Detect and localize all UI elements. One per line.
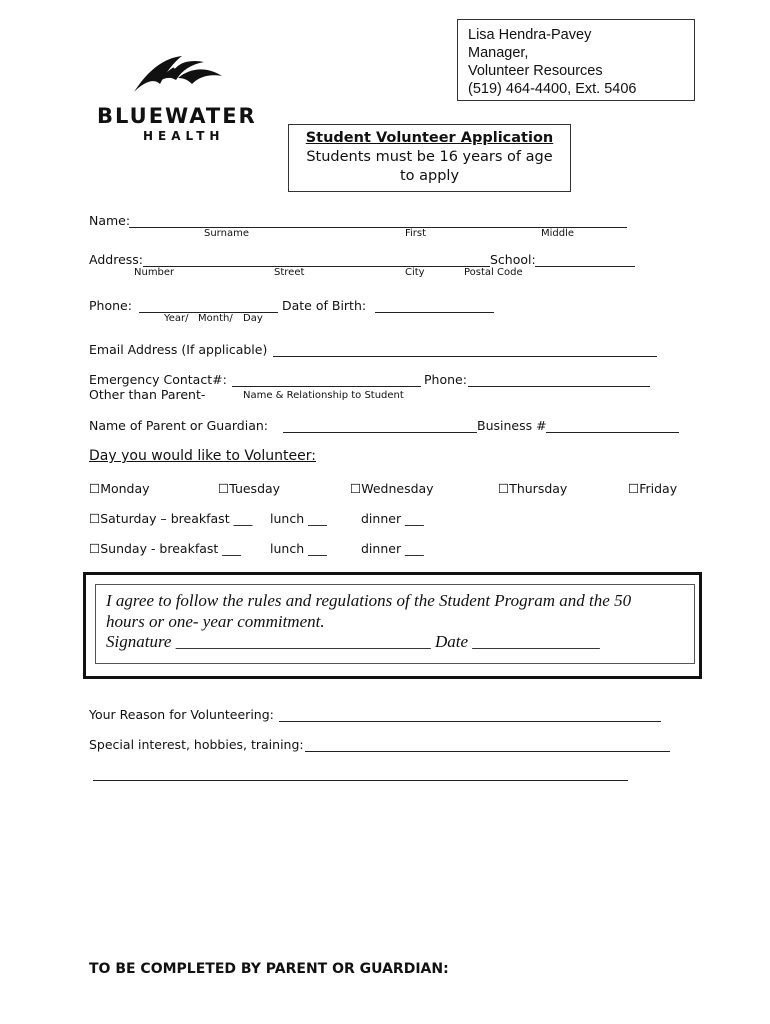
agreement-line2: hours or one- year commitment. (106, 611, 325, 631)
sunday-lunch[interactable]: lunch ___ (270, 541, 327, 556)
business-label: Business # (477, 418, 547, 433)
interest-input-line[interactable] (305, 737, 670, 752)
name-first-hint: First (405, 228, 427, 239)
contact-name: Lisa Hendra-Pavey (468, 27, 592, 43)
phone-label: Phone: (89, 298, 132, 313)
contact-department: Volunteer Resources (468, 63, 603, 79)
agreement-box (95, 584, 695, 664)
emergency-contact-label: Emergency Contact#: (89, 372, 227, 387)
bluewater-logo-icon (130, 52, 226, 96)
address-input-line[interactable] (143, 252, 490, 267)
dob-month-hint: Month/ (198, 313, 233, 324)
parent-guardian-label: Name of Parent or Guardian: (89, 418, 269, 433)
parent-guardian-input-line[interactable] (283, 418, 477, 433)
contact-box (457, 19, 695, 101)
dob-day-hint: Day (243, 313, 263, 324)
address-city-hint: City (405, 267, 425, 278)
friday-checkbox[interactable]: ☐Friday (628, 481, 678, 496)
contact-title: Manager, (468, 45, 529, 61)
address-label: Address: (89, 252, 143, 267)
dob-label: Date of Birth: (282, 298, 367, 313)
email-input-line[interactable] (273, 342, 657, 357)
thursday-checkbox[interactable]: ☐Thursday (498, 481, 568, 496)
dob-input-line[interactable] (375, 298, 494, 313)
emergency-contact-input-line[interactable] (232, 372, 421, 387)
emergency-phone-label: Phone: (424, 372, 467, 387)
name-input-line[interactable] (129, 213, 627, 228)
emergency-phone-input-line[interactable] (468, 372, 650, 387)
business-input-line[interactable] (546, 418, 679, 433)
parent-section-heading: TO BE COMPLETED BY PARENT OR GUARDIAN: (89, 961, 449, 977)
saturday-lunch[interactable]: lunch ___ (270, 511, 327, 526)
school-label: School: (490, 252, 536, 267)
name-middle-hint: Middle (541, 228, 575, 239)
phone-input-line[interactable] (139, 298, 278, 313)
address-number-hint: Number (134, 267, 175, 278)
name-relationship-hint: Name & Relationship to Student (243, 390, 404, 401)
sunday-checkbox[interactable]: ☐Sunday - breakfast ___ (89, 541, 242, 556)
reason-label: Your Reason for Volunteering: (89, 707, 274, 722)
contact-phone: (519) 464-4400, Ext. 5406 (468, 81, 637, 97)
interest-continuation-line[interactable] (93, 766, 628, 781)
sunday-dinner[interactable]: dinner ___ (361, 541, 424, 556)
agreement-line1: I agree to follow the rules and regulations of the Student Program and the 50 (106, 591, 632, 610)
monday-checkbox[interactable]: ☐Monday (89, 481, 150, 496)
saturday-checkbox[interactable]: ☐Saturday – breakfast ___ (89, 511, 253, 526)
agreement-signature-line[interactable]: Signature ______________________________ Date _______________ (106, 632, 600, 651)
form-subtitle-line1: Students must be 16 years of age (306, 149, 553, 165)
form-subtitle-line2: to apply (399, 168, 460, 184)
name-surname-hint: Surname (204, 228, 249, 239)
name-label: Name: (89, 213, 131, 228)
reason-input-line[interactable] (279, 707, 661, 722)
email-label: Email Address (If applicable) (89, 342, 268, 357)
form-title-box (288, 124, 571, 192)
address-postal-hint: Postal Code (464, 267, 523, 278)
logo-name: BLUEWATER (97, 104, 257, 128)
tuesday-checkbox[interactable]: ☐Tuesday (218, 481, 281, 496)
other-than-parent-label: Other than Parent- (89, 387, 206, 402)
address-street-hint: Street (274, 267, 305, 278)
logo-subtitle: HEALTH (143, 129, 225, 143)
interest-label: Special interest, hobbies, training: (89, 737, 304, 752)
wednesday-checkbox[interactable]: ☐Wednesday (350, 481, 434, 496)
dob-year-hint: Year/ (164, 313, 189, 324)
school-input-line[interactable] (535, 252, 635, 267)
saturday-dinner[interactable]: dinner ___ (361, 511, 424, 526)
form-title: Student Volunteer Application (305, 130, 554, 146)
days-heading: Day you would like to Volunteer: (89, 448, 316, 464)
